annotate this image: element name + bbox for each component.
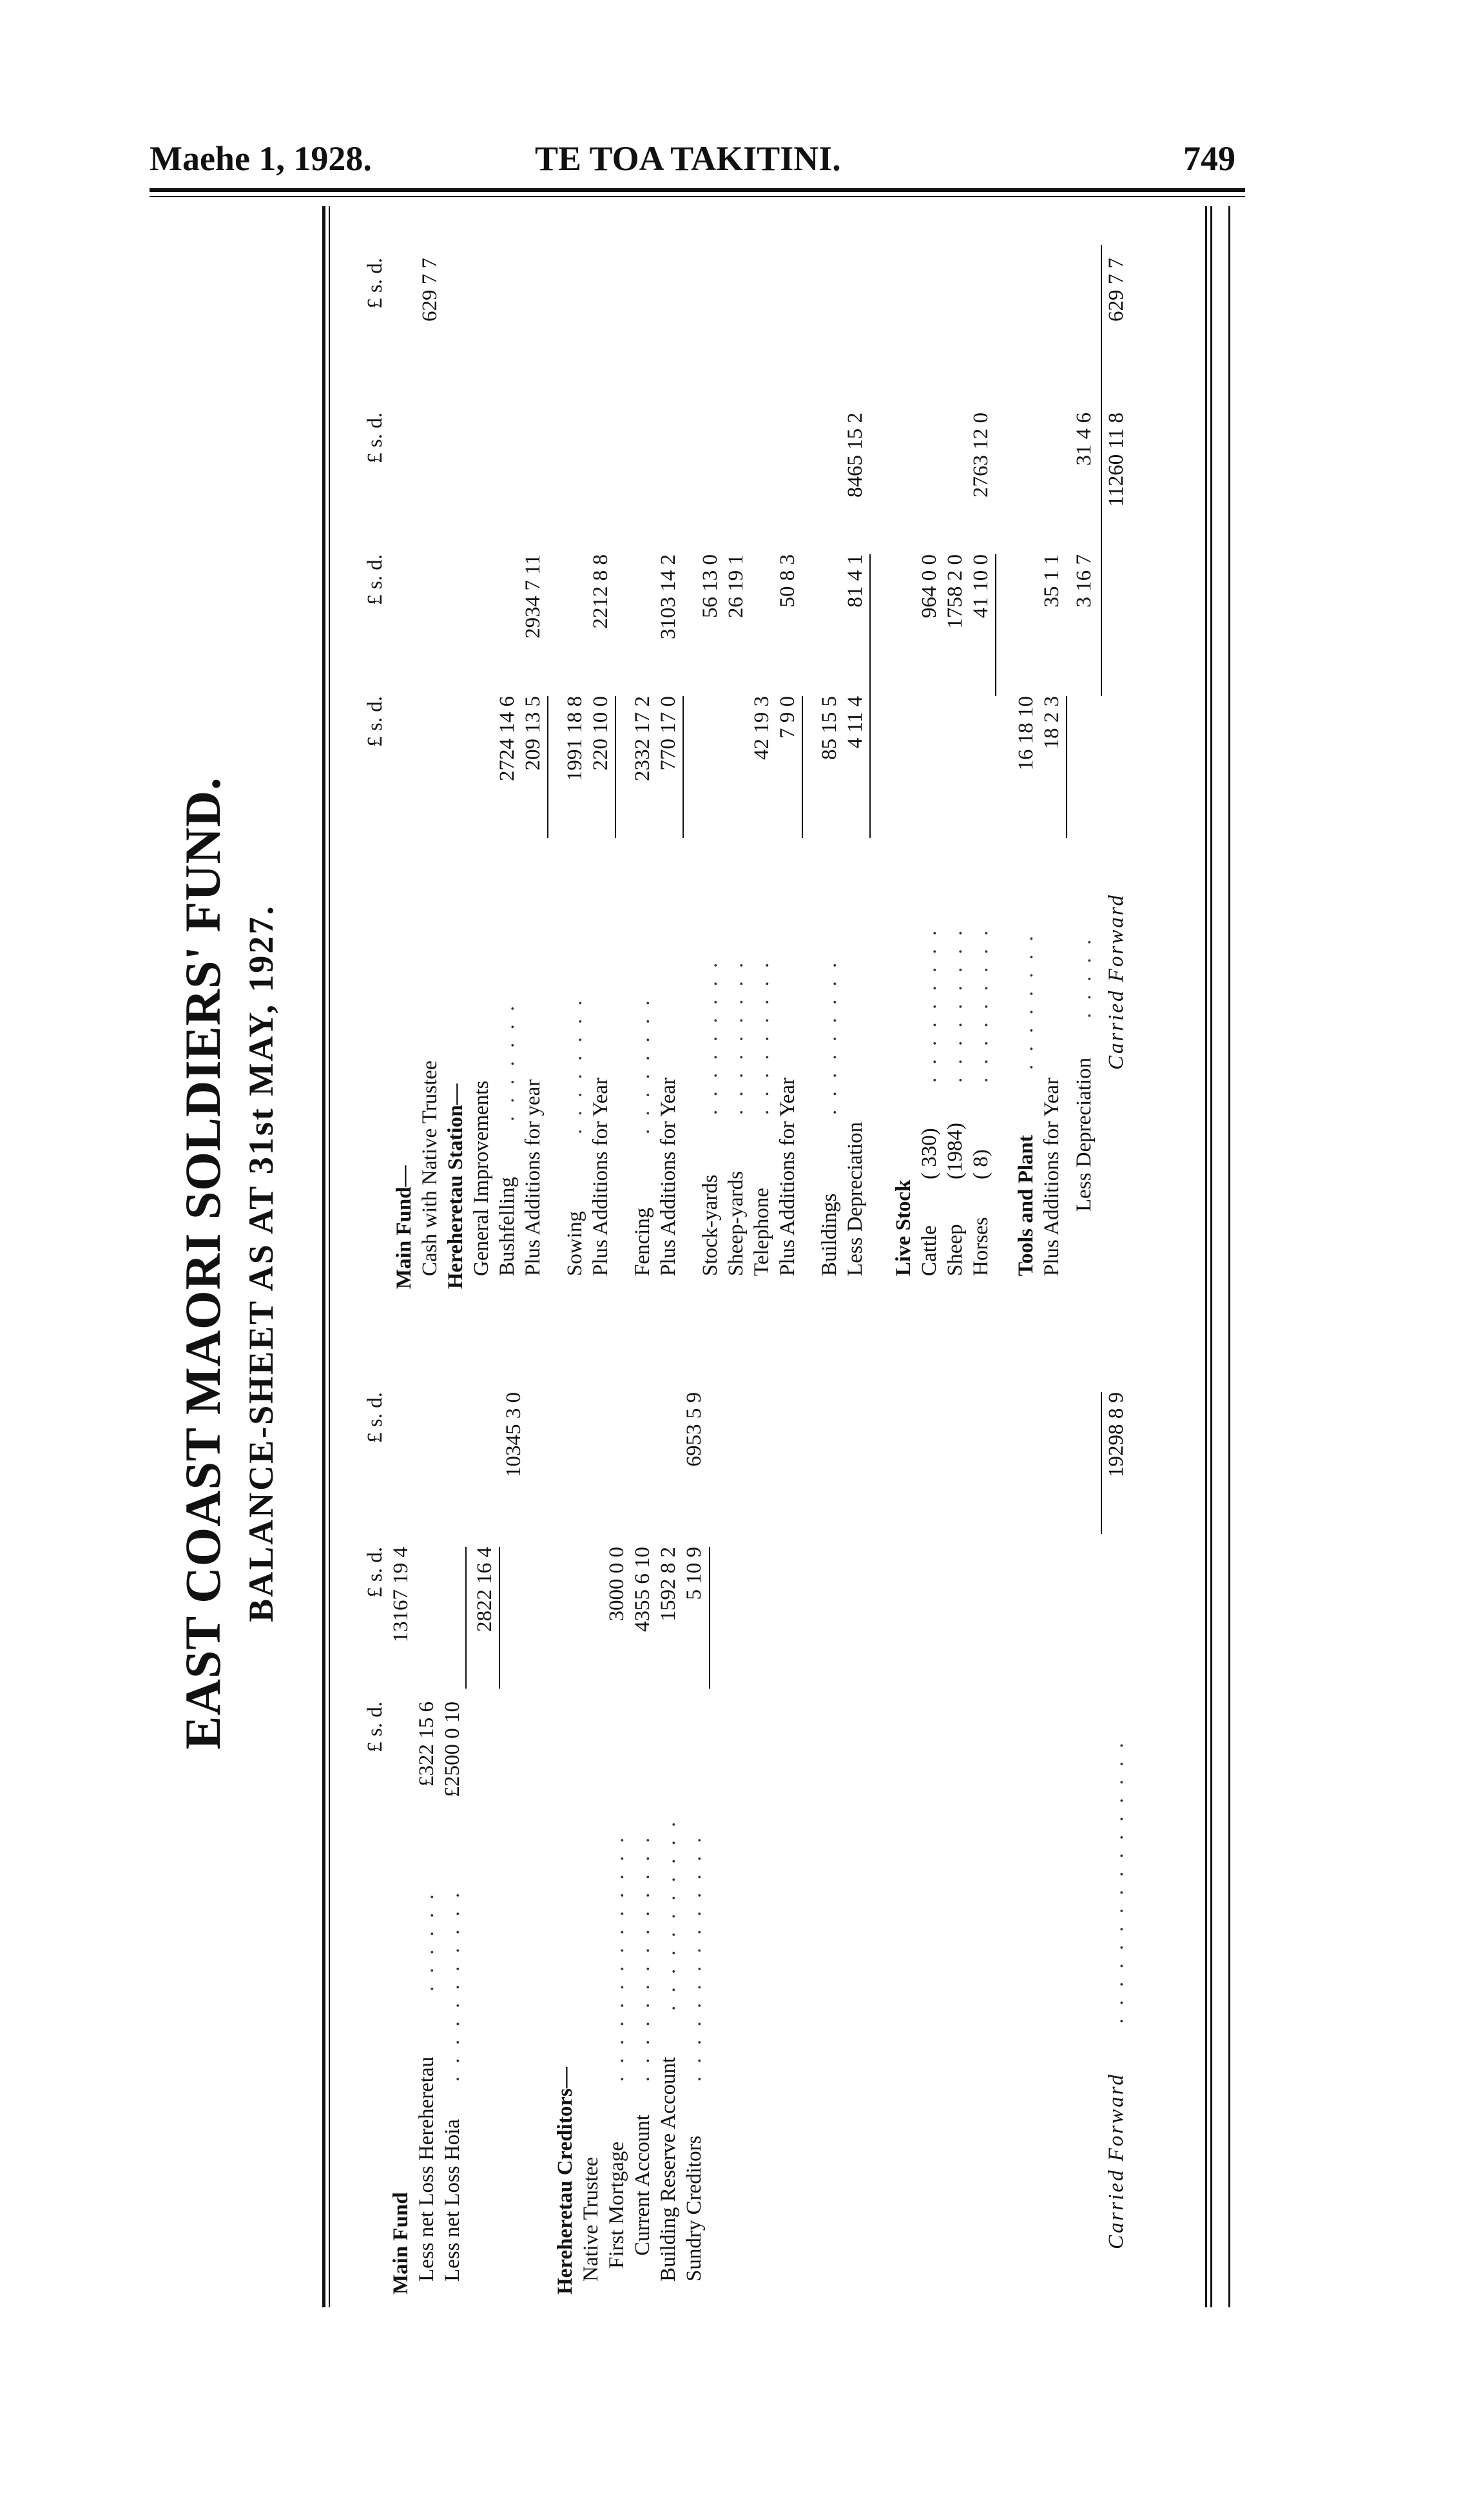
header-page-number: 749 xyxy=(1183,139,1235,178)
amount-total: 6953 5 9 xyxy=(682,1392,706,1467)
amount: 5 10 9 xyxy=(682,1547,706,1600)
liab-col3-header: £ s. d. xyxy=(363,1392,387,1443)
amount: 42 19 3 xyxy=(750,696,773,760)
amount: 2724 14 6 xyxy=(496,696,519,781)
frame-right-line xyxy=(1228,206,1230,2307)
label: General Improvements xyxy=(470,1080,493,1276)
label: Plus Additions for Year xyxy=(776,1077,799,1276)
label: Bushfelling xyxy=(496,1177,519,1276)
label: Carried Forward xyxy=(1105,2073,1128,2249)
asset-carried-forward-row xyxy=(1103,232,1129,1289)
amount: 1991 18 8 xyxy=(563,696,586,781)
amount-col2: 81 4 1 xyxy=(844,554,867,608)
asset-stock-yards-row xyxy=(697,232,723,1289)
amount-col2: 2212 8 8 xyxy=(589,554,612,629)
liab-subtotal-net-row xyxy=(501,1328,527,2294)
label: Plus Additions for Year xyxy=(589,1077,612,1276)
leader-dots: . . . . . . . . . . . . . . xyxy=(682,1834,706,2082)
label: Tools and Plant xyxy=(1014,1135,1038,1276)
asset-sheep-row xyxy=(942,232,968,1289)
amount: 3000 0 0 xyxy=(605,1547,628,1622)
label: Live Stock xyxy=(892,1179,915,1276)
label: Cattle xyxy=(918,1225,941,1276)
leader-dots: . . . . . xyxy=(1072,935,1096,1018)
amount: 1758 2 0 xyxy=(944,554,967,629)
amount: £2500 0 10 xyxy=(441,1701,464,1798)
liab-col1-header: £ s. d. xyxy=(363,1701,387,1752)
liab-main-fund-row xyxy=(388,1328,414,2294)
label: Sundry Creditors xyxy=(682,2135,706,2282)
label: Cash with Native Trustee xyxy=(418,1060,441,1276)
amount-col2: 2822 16 4 xyxy=(473,1547,496,1632)
asset-live-stock-heading xyxy=(891,232,916,1289)
label: Sheep-yards xyxy=(724,1170,748,1276)
amount-col2: 35 1 1 xyxy=(1040,554,1063,608)
asset-buildings-row xyxy=(817,232,842,1289)
amount: 220 10 0 xyxy=(589,696,612,771)
label: Building Reserve Account xyxy=(657,2057,680,2282)
leader-dots: . . . . . . . . xyxy=(631,996,654,1134)
leader-dots: . . . . . . . . xyxy=(1014,932,1038,1070)
amount: 16 18 10 xyxy=(1014,696,1038,771)
asset-sheep-yards-row xyxy=(723,232,749,1289)
asset-horses-row xyxy=(968,232,994,1289)
liab-col-headers xyxy=(362,1328,388,2294)
asset-telephone-row xyxy=(749,232,775,1289)
leader-dots: . . . . . . . . . . . xyxy=(657,1817,680,2011)
liab-sundry-creditors-row xyxy=(681,1328,707,2294)
header-rule-thin xyxy=(150,196,1245,197)
rule xyxy=(547,696,548,838)
amount: 770 17 0 xyxy=(657,696,680,771)
leader-dots: . . . . . . . . . . . xyxy=(441,1888,464,2082)
liab-subtotal-row xyxy=(472,1328,498,2294)
label: Carried Forward xyxy=(1105,893,1128,1070)
sheet-title: EAST COAST MAORI SOLDIERS' FUND. xyxy=(175,777,231,1750)
amount: 629 7 7 xyxy=(418,258,441,322)
liab-col2-header: £ s. d. xyxy=(363,1547,387,1598)
amount: 2332 17 2 xyxy=(631,696,654,781)
amount: 7 9 0 xyxy=(776,696,799,739)
rule xyxy=(615,696,616,838)
amount-col2: 50 8 3 xyxy=(776,554,799,608)
liab-creditors-heading xyxy=(552,1328,578,2294)
label: Fencing xyxy=(631,1207,654,1276)
label: Less Depreciation xyxy=(1072,1057,1096,1212)
leader-dots: . . . . . . . xyxy=(496,1002,519,1121)
leader-dots: . . . . . . . . . xyxy=(944,926,967,1083)
asset-cattle-row xyxy=(916,232,942,1289)
asset-bush-additions-row xyxy=(520,232,546,1289)
liab-less-hoia-row xyxy=(440,1328,465,2294)
quantity: ( 330) xyxy=(918,1128,941,1179)
amount: 964 0 0 xyxy=(918,554,941,618)
amount: 4 11 4 xyxy=(844,696,867,749)
sheet-subtitle: BALANCE-SHEET AS AT 31st MAY, 1927. xyxy=(242,904,280,1622)
amount: £322 15 6 xyxy=(415,1701,438,1787)
asset-tel-additions-row xyxy=(775,232,800,1289)
asset-main-fund-heading xyxy=(391,232,417,1289)
asset-tools-depr-row xyxy=(1071,232,1097,1289)
rule xyxy=(465,1547,467,1689)
label: Less Depreciation xyxy=(844,1121,867,1276)
amount: 19298 8 9 xyxy=(1105,1392,1128,1477)
liab-native-trustee xyxy=(578,1328,604,2294)
label: Main Fund xyxy=(389,2192,412,2294)
label: Current Account xyxy=(631,2114,654,2256)
amount-col2: 3 16 7 xyxy=(1072,554,1096,608)
label: Plus Additions for Year xyxy=(1040,1077,1063,1276)
liab-carried-forward-row xyxy=(1103,1328,1129,2294)
rule xyxy=(869,554,871,838)
asset-col3-header: £ s. d. xyxy=(363,412,387,463)
rule xyxy=(1101,245,1102,696)
amount: 18 2 3 xyxy=(1040,696,1063,750)
amount-col2: 2934 7 11 xyxy=(521,554,545,639)
amount: 26 19 1 xyxy=(724,554,748,618)
leader-dots: . . . . . . . . . xyxy=(750,958,773,1115)
liab-less-hereheretau-row xyxy=(414,1328,440,2294)
balance-sheet xyxy=(169,232,1226,2294)
liabilities-panel xyxy=(356,1328,1194,2294)
leader-dots: . . . . . . . . xyxy=(563,996,586,1134)
amount-col3: 10345 3 0 xyxy=(502,1392,525,1477)
asset-bushfelling-row xyxy=(494,232,520,1289)
label: Sheep xyxy=(944,1224,967,1276)
asset-col2-header: £ s. d. xyxy=(363,554,387,605)
rule xyxy=(1066,696,1067,838)
asset-tools-additions-row xyxy=(1039,232,1065,1289)
header-rule-thick xyxy=(150,188,1245,192)
liab-current-account-row xyxy=(630,1328,655,2294)
asset-cash-row xyxy=(417,232,443,1289)
asset-col-headers xyxy=(362,232,388,1289)
amount: 56 13 0 xyxy=(699,554,722,618)
amount-col2: 3103 14 2 xyxy=(657,554,680,639)
quantity: ( 8) xyxy=(969,1149,992,1179)
leader-dots: . . . . . . . . . xyxy=(969,926,992,1083)
rule xyxy=(499,1547,500,1689)
amount: 85 15 5 xyxy=(818,696,841,760)
amount: 209 13 5 xyxy=(521,696,545,771)
leader-dots: . . . . . . . . . . . . . . xyxy=(605,1834,628,2082)
label: Sowing xyxy=(563,1211,586,1276)
leader-dots: . . . . . . . . . xyxy=(918,926,941,1083)
quantity: (1984) xyxy=(944,1123,967,1179)
asset-col4-header: £ s. d. xyxy=(363,258,387,309)
rule xyxy=(1101,1392,1102,1534)
label: Buildings xyxy=(818,1193,841,1276)
asset-col1-header: £ s. d. xyxy=(363,696,387,747)
label: Horses xyxy=(969,1217,992,1276)
leader-dots: . . . . . . . . . . . . . . xyxy=(631,1834,654,2082)
label: Less net Loss Hoia xyxy=(441,2118,464,2282)
leader-dots: . . . . . . . . . xyxy=(724,958,748,1115)
rule xyxy=(682,696,684,838)
asset-general-improvements xyxy=(469,232,494,1289)
label: Hereheretau Creditors— xyxy=(554,2067,577,2294)
leader-dots: . . . . . . . . . xyxy=(699,958,722,1115)
label: Hereheretau Station— xyxy=(444,1083,467,1289)
amount: 13167 19 4 xyxy=(389,1547,412,1643)
leader-dots: . . . . . . xyxy=(415,1890,438,1992)
amount-col3: 31 4 6 xyxy=(1072,412,1096,466)
liab-first-mortgage-row xyxy=(604,1328,630,2294)
asset-sowing-additions-row xyxy=(588,232,614,1289)
asset-sowing-row xyxy=(562,232,588,1289)
header-date: Maehe 1, 1928. xyxy=(150,139,372,178)
asset-fencing-additions-row xyxy=(655,232,681,1289)
amount-col3: 2763 12 0 xyxy=(969,412,992,498)
amount-col3: 11260 11 8 xyxy=(1105,412,1128,507)
asset-buildings-depr-row xyxy=(842,232,868,1289)
amount-col4: 629 7 7 xyxy=(1105,258,1128,322)
label: Plus Additions for Year xyxy=(657,1077,680,1276)
label: Main Fund— xyxy=(392,1165,416,1289)
rule xyxy=(995,554,996,696)
asset-fencing-row xyxy=(630,232,655,1289)
asset-station-heading xyxy=(443,232,469,1289)
rule xyxy=(709,1547,710,1689)
amount: 4355 6 10 xyxy=(631,1547,654,1632)
leader-dots: . . . . . . . . . . . . . . . . xyxy=(1105,1739,1128,2024)
asset-tools-row xyxy=(1013,232,1039,1289)
assets-panel xyxy=(356,232,1194,1289)
amount: 41 10 0 xyxy=(969,554,992,618)
liab-building-reserve-row xyxy=(655,1328,681,2294)
label: First Mortgage xyxy=(605,2141,628,2269)
leader-dots: . . . . . . . . . xyxy=(818,958,841,1115)
amount-col3: 8465 15 2 xyxy=(844,412,867,498)
label: Stock-yards xyxy=(699,1174,722,1276)
rule xyxy=(802,696,803,838)
label: Plus Additions for year xyxy=(521,1079,545,1276)
label: Native Trustee xyxy=(579,2157,603,2282)
header-journal-title: TE TOA TAKITINI. xyxy=(535,139,841,178)
label: Less net Loss Hereheretau xyxy=(415,2056,438,2282)
label: Telephone xyxy=(750,1188,773,1276)
amount: 1592 8 2 xyxy=(657,1547,680,1622)
